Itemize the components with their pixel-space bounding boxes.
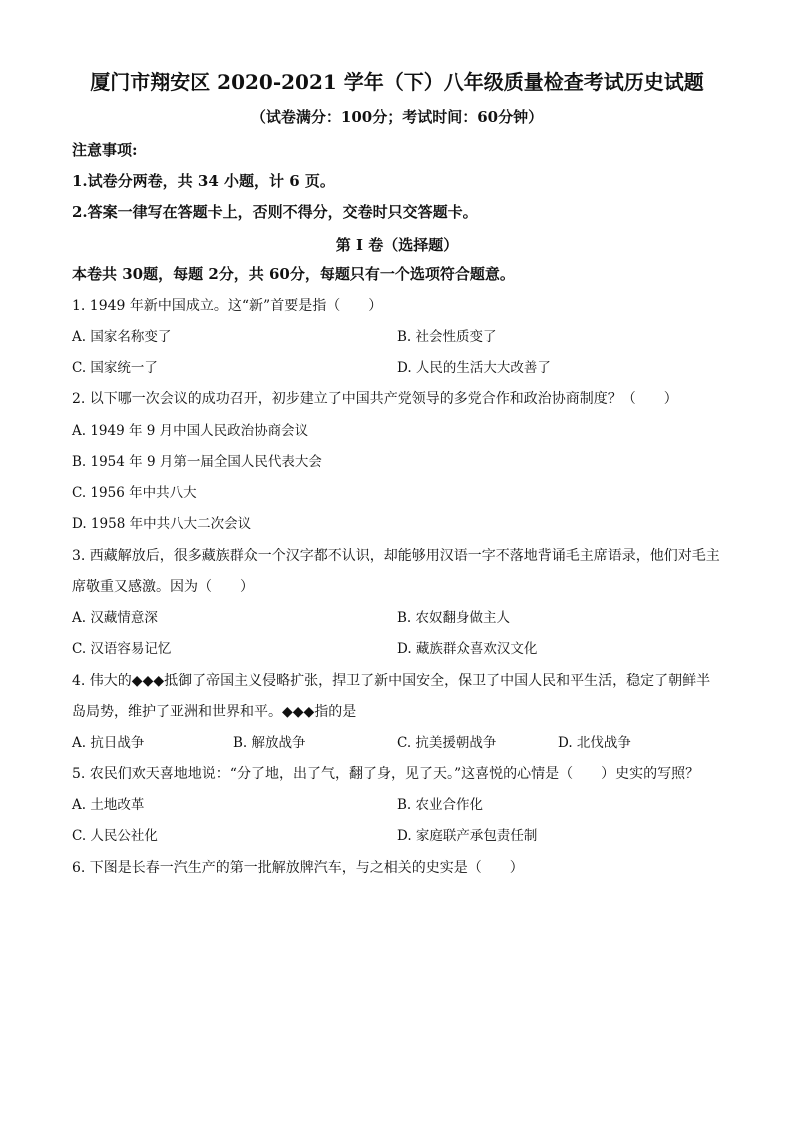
option-c: C. 国家统一了	[72, 360, 158, 376]
option-b: B. 1954 年 9 月第一届全国人民代表大会	[72, 454, 322, 470]
notice-heading: 注意事项:	[72, 141, 138, 159]
option-d: D. 家庭联产承包责任制	[397, 828, 538, 844]
option-a: A. 1949 年 9 月中国人民政治协商会议	[72, 423, 309, 439]
notice-item: 2.答案一律写在答题卡上，否则不得分，交卷时只交答题卡。	[72, 203, 478, 221]
option-b: B. 农奴翻身做主人	[397, 610, 511, 626]
option-c: C. 抗美援朝战争	[397, 735, 497, 751]
section-title: 第 I 卷（选择题）	[335, 236, 459, 254]
option-a: A. 抗日战争	[72, 735, 145, 751]
option-d: D. 人民的生活大大改善了	[397, 360, 551, 376]
notice-item: 1.试卷分两卷，共 34 小题，计 6 页。	[72, 172, 335, 190]
option-d: D. 1958 年中共八大二次会议	[72, 516, 252, 532]
question-stem-continued: 岛局势，维护了亚洲和世界和平。◆◆◆指的是	[72, 704, 357, 720]
question-stem: 1. 1949 年新中国成立。这“新”首要是指（ ）	[72, 298, 383, 314]
question-stem: 6. 下图是长春一汽生产的第一批解放牌汽车，与之相关的史实是（ ）	[72, 860, 524, 876]
option-d: D. 藏族群众喜欢汉文化	[397, 641, 538, 657]
question-stem: 5. 农民们欢天喜地地说：“分了地，出了气，翻了身，见了天。”这喜悦的心情是（ ）史实的写照？	[72, 766, 700, 782]
option-a: A. 土地改革	[72, 797, 145, 813]
section-instruction: 本卷共 30题，每题 2分，共 60分，每题只有一个选项符合题意。	[72, 265, 515, 283]
option-b: B. 农业合作化	[397, 797, 484, 813]
option-a: A. 国家名称变了	[72, 329, 172, 345]
exam-title: 厦门市翔安区 2020-2021 学年（下）八年级质量检查考试历史试题	[90, 70, 704, 94]
option-d: D. 北伐战争	[558, 735, 631, 751]
option-b: B. 社会性质变了	[397, 329, 497, 345]
exam-subtitle: （试卷满分：100分；考试时间：60分钟）	[250, 108, 544, 126]
question-stem: 3. 西藏解放后，很多藏族群众一个汉字都不认识，却能够用汉语一字不落地背诵毛主席语录，他们对毛主	[72, 548, 720, 564]
option-a: A. 汉藏情意深	[72, 610, 158, 626]
option-c: C. 1956 年中共八大	[72, 485, 197, 501]
option-c: C. 人民公社化	[72, 828, 158, 844]
option-b: B. 解放战争	[233, 735, 306, 751]
question-stem-continued: 席敬重又感激。因为（ ）	[72, 579, 254, 595]
question-stem: 2. 以下哪一次会议的成功召开，初步建立了中国共产党领导的多党合作和政治协商制度？（ ）	[72, 391, 678, 407]
option-c: C. 汉语容易记忆	[72, 641, 172, 657]
question-stem: 4. 伟大的◆◆◆抵御了帝国主义侵略扩张，捍卫了新中国安全，保卫了中国人民和平生活，稳定了朝鲜半	[72, 673, 711, 689]
